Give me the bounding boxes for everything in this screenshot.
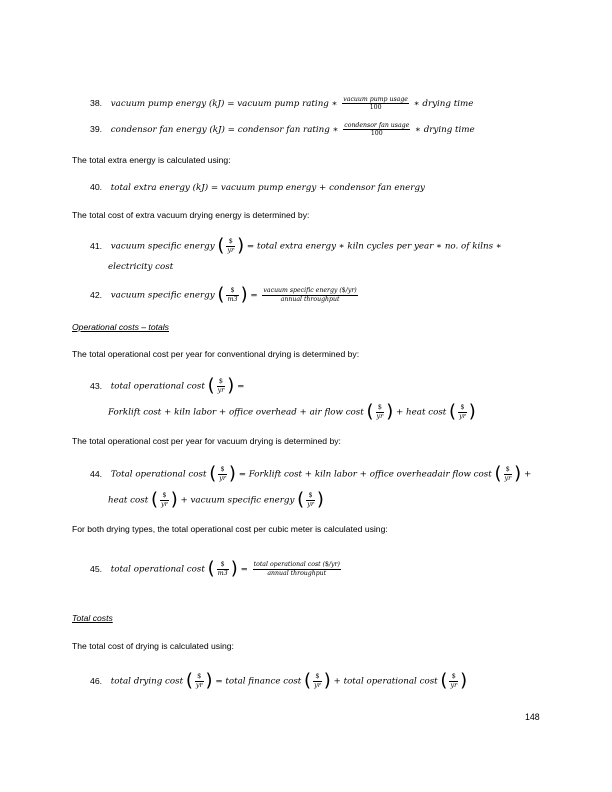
equation-lhs: vacuum specific energy — [110, 290, 215, 301]
equation-terms: + heat cost — [396, 407, 447, 418]
paragraph-both: For both drying types, the total operational cost per cubic meter is calculated using: — [72, 524, 388, 534]
fraction — [253, 561, 341, 576]
equation-mid: = condensor fan rating ∗ — [227, 125, 339, 136]
heading-total-costs: Total costs — [72, 613, 113, 623]
unit-paren: ( $\frac{\$}{yr}$ ) — [297, 489, 324, 510]
equation-43-line2 — [108, 403, 476, 421]
equals-sign: = — [240, 564, 248, 575]
equation-number: 42. — [90, 289, 103, 300]
paragraph-cost-extra: The total cost of extra vacuum drying energy is determined by: — [72, 210, 310, 220]
fraction — [343, 122, 410, 137]
equation-tail: ∗ drying time — [413, 99, 474, 110]
unit-paren: ( $\frac{\$}{yr}$ ) — [217, 235, 245, 256]
fraction — [342, 96, 409, 111]
fraction-numerator: condensor fan usage — [344, 122, 410, 129]
equation-lhs: vacuum specific energy — [110, 241, 215, 252]
fraction-denominator: 100 — [369, 104, 382, 112]
equation-mid: = Forklift cost + kiln labor + office overheadair flow cost — [238, 469, 492, 480]
equation-lhs: total operational cost — [110, 564, 205, 575]
equation-number: 39. — [90, 124, 103, 135]
equation-number: 44. — [90, 468, 103, 479]
equation-mid: = vacuum pump rating ∗ — [227, 99, 338, 110]
equation-41-line2: electricity cost — [108, 262, 174, 272]
unit-paren: ( $\frac{\$}{yr}$ ) — [209, 463, 236, 484]
heading-operational-costs: Operational costs – totals — [72, 322, 169, 332]
equals-sign: = — [250, 290, 258, 301]
unit-dollar: $ — [226, 238, 235, 246]
equation-39 — [90, 122, 475, 137]
fraction-numerator: vacuum pump usage — [343, 96, 408, 103]
unit-paren: ( $\frac{\$}{yr}$ ) — [150, 489, 178, 510]
unit-yr: yr — [227, 245, 235, 254]
unit-paren: ( $\frac{\$}{yr}$ ) — [185, 670, 213, 691]
equation-mid: + total operational cost — [333, 676, 438, 687]
unit-paren: ( $\frac{\$}{m3}$ ) — [217, 284, 248, 305]
equation-mid: = total extra energy ∗ kiln cycles per year ∗ no. of kilns ∗ — [246, 241, 502, 252]
equation-41 — [90, 237, 502, 255]
equation-45 — [90, 560, 343, 578]
equals-sign: = — [237, 381, 245, 392]
unit-paren: ( $\frac{\$}{yr}$ ) — [440, 670, 468, 691]
equation-terms: + vacuum specific energy — [180, 495, 295, 506]
unit-paren: ( $\frac{\$}{yr}$ ) — [304, 670, 331, 691]
equation-terms: heat cost — [108, 495, 149, 506]
unit-paren: ( $\frac{\$}{m3}$ ) — [207, 558, 238, 579]
equation-46 — [90, 672, 467, 690]
equation-number: 41. — [90, 240, 103, 251]
equation-lhs: total operational cost — [110, 381, 205, 392]
equation-44: 44. Total operational cost ( $\frac{\$}{yr}$ ) = Forklift cost + kiln labor + office overheadair flow cost ( $\frac{\$}{yr}$ ) + — [90, 463, 532, 484]
equation-tail: ∗ drying time — [415, 125, 475, 136]
equation-43 — [90, 377, 244, 395]
unit-m3: m3 — [227, 294, 238, 303]
equation-number: 46. — [90, 675, 103, 686]
equation-number: 43. — [90, 380, 103, 391]
page-number: 148 — [525, 712, 540, 722]
paragraph-vacuum: The total operational cost per year for vacuum drying is determined by: — [72, 436, 341, 446]
equation-44-line2 — [108, 491, 324, 509]
equation-lhs: condensor fan energy (kJ) — [110, 125, 225, 136]
equation-lhs: vacuum pump energy (kJ) — [110, 99, 225, 110]
paragraph-total-drying: The total cost of drying is calculated using: — [72, 641, 234, 651]
fraction-numerator: vacuum specific energy ($/yr) — [263, 287, 357, 295]
unit-paren: ( $\frac{\$}{yr}$ ) — [494, 463, 522, 484]
fraction-numerator: total operational cost ($/yr) — [253, 561, 340, 569]
equation-lhs: total drying cost — [110, 676, 184, 687]
fraction-denominator: 100 — [370, 130, 383, 138]
paragraph-total-extra: The total extra energy is calculated using: — [72, 155, 231, 165]
fraction-denominator: annual throughput — [267, 569, 327, 577]
equation-mid: = total finance cost — [215, 676, 302, 687]
equation-number: 45. — [90, 563, 103, 574]
equation-number: 38. — [90, 98, 103, 109]
equation-lhs: Total operational cost — [110, 469, 207, 480]
equation-text: total extra energy (kJ) = vacuum pump energy + condensor fan energy — [110, 183, 425, 193]
paragraph-conventional: The total operational cost per year for conventional drying is determined by: — [72, 349, 360, 359]
equation-40 — [90, 183, 425, 193]
unit-paren: ( $\frac{\$}{yr}$ ) — [366, 401, 394, 422]
equation-terms: Forklift cost + kiln labor + office overhead + air flow cost — [108, 407, 364, 418]
unit-dollar: $ — [226, 287, 238, 295]
fraction-denominator: annual throughput — [280, 295, 340, 303]
unit-paren: ( $\frac{\$}{yr}$ ) — [449, 401, 476, 422]
unit-paren: ( $\frac{\$}{yr}$ ) — [207, 375, 235, 396]
equation-number: 40. — [90, 182, 103, 192]
equation-42 — [90, 286, 360, 304]
equation-38 — [90, 96, 473, 111]
fraction — [262, 287, 357, 302]
